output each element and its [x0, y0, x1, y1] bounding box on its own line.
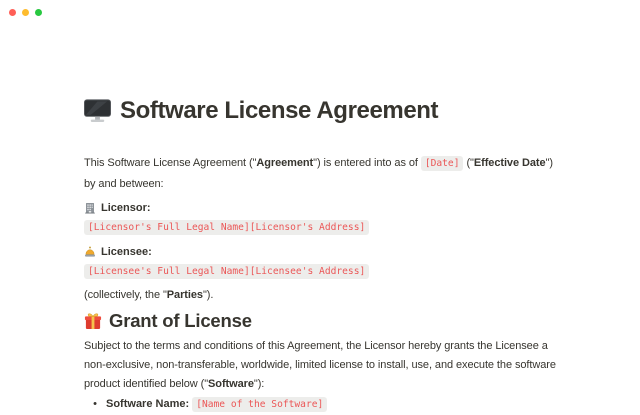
- window-controls: [9, 9, 42, 16]
- licensor-label-text: Licensor:: [101, 202, 151, 214]
- term-software: Software: [208, 378, 254, 390]
- software-name-label: Software Name:: [106, 398, 190, 410]
- minimize-button[interactable]: [22, 9, 29, 16]
- licensee-label-text: Licensee:: [101, 246, 152, 258]
- grant-of-license-heading[interactable]: [84, 309, 564, 333]
- software-name-placeholder[interactable]: [Name of the Software]: [192, 397, 327, 412]
- grant-paragraph[interactable]: Subject to the terms and conditions of this Agreement, the Licensor hereby grants the Licensee a non-exclusive, non-transferable, worldwide, limited license to install, use, and execute the software product identified below ("Software"):: [84, 340, 556, 390]
- grant-heading-text: Grant of License: [109, 310, 252, 331]
- close-button[interactable]: [9, 9, 16, 16]
- bullet-marker: [90, 394, 100, 414]
- licensee-label[interactable]: [84, 244, 564, 260]
- software-name-bullet[interactable]: [84, 394, 564, 415]
- office-building-icon: [84, 202, 96, 214]
- document-body: [84, 94, 564, 415]
- licensor-label[interactable]: [84, 200, 564, 216]
- intro-paragraph[interactable]: This Software License Agreement ("Agreement") is entered into as of [Date] ("Effective Date") by and between:: [84, 157, 553, 190]
- term-effective-date: Effective Date: [473, 157, 546, 169]
- desktop-computer-icon: [84, 99, 111, 123]
- parties-line[interactable]: (collectively, the "Parties").: [84, 289, 214, 301]
- bellhop-bell-icon: [84, 246, 96, 258]
- date-placeholder[interactable]: [Date]: [421, 156, 464, 171]
- licensee-code-line[interactable]: [84, 261, 564, 280]
- intro-text: This Software License Agreement (": [84, 157, 257, 169]
- page-title[interactable]: [84, 94, 564, 127]
- page-title-text: Software License Agreement: [120, 97, 439, 124]
- bullet-content: [106, 394, 327, 415]
- licensee-placeholder[interactable]: [Licensee's Full Legal Name][Licensee's Address]: [84, 264, 369, 279]
- licensor-placeholder[interactable]: [Licensor's Full Legal Name][Licensor's Address]: [84, 220, 369, 235]
- zoom-button[interactable]: [35, 9, 42, 16]
- licensor-code-line[interactable]: [84, 217, 564, 236]
- term-parties: Parties: [166, 289, 203, 301]
- gift-icon: [84, 312, 102, 330]
- term-agreement: Agreement: [256, 157, 314, 169]
